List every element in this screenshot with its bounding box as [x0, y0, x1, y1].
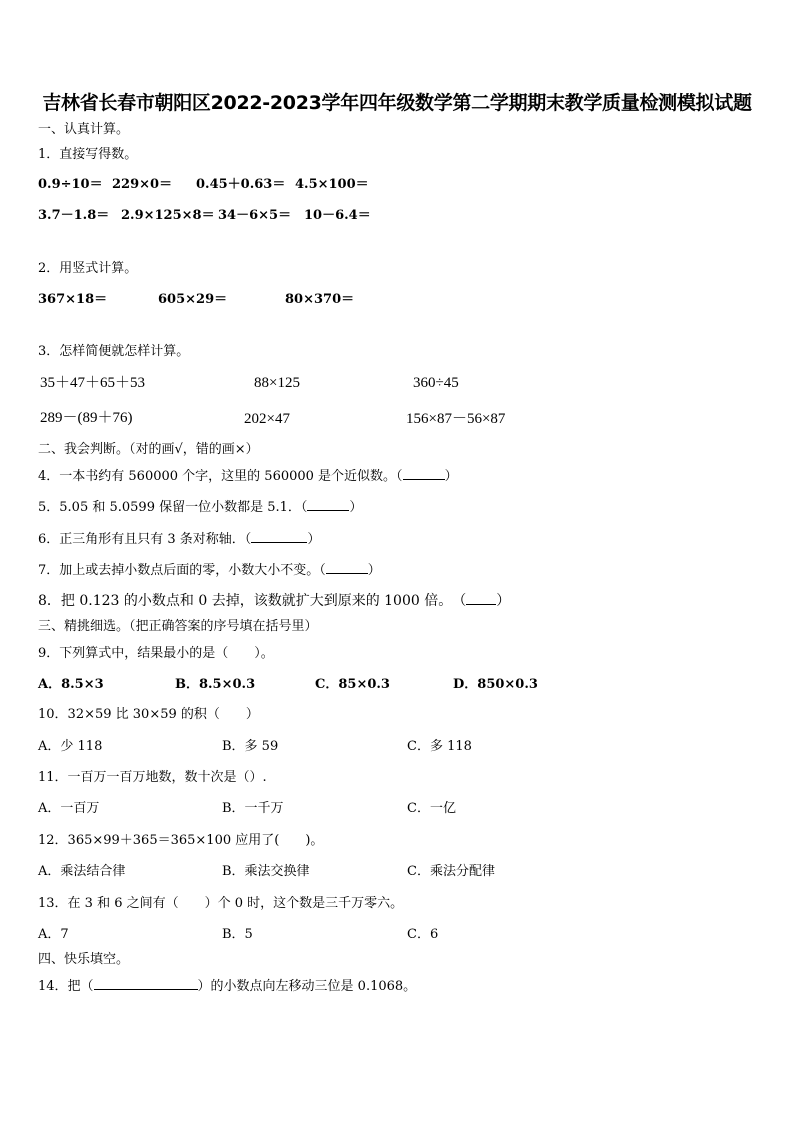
q1-item: 0.9÷10＝ [38, 177, 103, 192]
question-7-close: ） [367, 563, 381, 578]
section-heading-3: 三、精挑细选。（把正确答案的序号填在括号里） [38, 619, 318, 634]
question-13-stem: 13．在 3 和 6 之间有（ ）个 0 时，这个数是三千万零六。 [38, 896, 404, 911]
question-1-label: 1．直接写得数。 [38, 147, 138, 162]
question-8-close: ） [496, 593, 511, 609]
section-heading-4: 四、快乐填空。 [38, 952, 130, 967]
question-8 [38, 592, 510, 610]
q9-option-d: D．850×0.3 [453, 677, 538, 692]
question-6 [38, 530, 320, 549]
q10-option-c: C．多 118 [407, 739, 472, 754]
section-heading-2: 二、我会判断。（对的画√，错的画×） [38, 442, 259, 457]
q13-option-c: C．6 [407, 927, 439, 942]
q11-option-a: A．一百万 [38, 801, 100, 816]
question-4-text: 4．一本书约有 560000 个字，这里的 560000 是个近似数。（ [38, 469, 403, 484]
question-5-text: 5．5.05 和 5.0599 保留一位小数都是 5.1．（ [38, 500, 308, 515]
q12-option-c: C．乘法分配律 [407, 864, 495, 879]
question-4-close: ） [444, 469, 458, 484]
q2-item: 367×18＝ [38, 292, 108, 307]
question-7 [38, 561, 381, 580]
q1-item: 34－6×5＝ [218, 208, 292, 223]
answer-blank[interactable] [326, 561, 368, 574]
q12-option-b: B．乘法交换律 [222, 864, 310, 879]
q13-option-b: B．5 [222, 927, 253, 942]
q3-expression: 202×47 [244, 411, 290, 427]
question-3-label: 3．怎样简便就怎样计算。 [38, 344, 190, 359]
question-11-stem: 11．一百万一百万地数，数十次是（）. [38, 770, 267, 785]
q9-option-c: C．85×0.3 [315, 677, 390, 692]
question-4 [38, 467, 458, 486]
question-9-stem: 9．下列算式中，结果最小的是（ ）。 [38, 646, 274, 661]
q3-expression: 360÷45 [413, 375, 459, 391]
q3-expression: 289－(89＋76) [40, 410, 133, 426]
q12-option-a: A．乘法结合律 [38, 864, 126, 879]
question-6-text: 6．正三角形有且只有 3 条对称轴．（ [38, 532, 252, 547]
answer-blank[interactable] [94, 977, 198, 990]
q2-item: 80×370＝ [285, 292, 355, 307]
q1-item: 2.9×125×8＝ [121, 208, 215, 223]
question-7-text: 7．加上或去掉小数点后面的零，小数大小不变。（ [38, 563, 326, 578]
q1-item: 4.5×100＝ [295, 177, 369, 192]
answer-blank[interactable] [466, 592, 496, 605]
q3-expression: 35＋47＋65＋53 [40, 375, 146, 391]
q1-item: 3.7－1.8＝ [38, 208, 110, 223]
answer-blank[interactable] [251, 530, 307, 543]
question-10-stem: 10．32×59 比 30×59 的积（ ） [38, 707, 259, 722]
q9-option-b: B．8.5×0.3 [175, 677, 256, 692]
question-5-close: ） [349, 500, 363, 515]
page-title: 吉林省长春市朝阳区2022-2023学年四年级数学第二学期期末教学质量检测模拟试题 [42, 92, 752, 114]
answer-blank[interactable] [403, 467, 445, 480]
question-14 [38, 977, 416, 996]
q1-item: 10－6.4＝ [304, 208, 371, 223]
question-14-tail: ）的小数点向左移动三位是 0.1068。 [197, 979, 417, 994]
q1-item: 0.45＋0.63＝ [196, 177, 286, 192]
q9-option-a: A．8.5×3 [38, 677, 104, 692]
q1-item: 229×0＝ [112, 177, 173, 192]
question-5 [38, 498, 362, 517]
question-2-label: 2．用竖式计算。 [38, 261, 138, 276]
q3-expression: 88×125 [254, 375, 300, 391]
question-6-close: ） [307, 532, 321, 547]
q13-option-a: A．7 [38, 927, 69, 942]
q10-option-b: B．多 59 [222, 739, 279, 754]
q3-expression: 156×87－56×87 [406, 411, 506, 427]
question-14-text: 14．把（ [38, 979, 94, 994]
q11-option-b: B．一千万 [222, 801, 284, 816]
q2-item: 605×29＝ [158, 292, 228, 307]
question-12-stem: 12．365×99＋365＝365×100 应用了( )。 [38, 833, 324, 848]
section-heading-1: 一、认真计算。 [38, 122, 130, 137]
answer-blank[interactable] [307, 498, 349, 511]
question-8-text: 8．把 0.123 的小数点和 0 去掉，该数就扩大到原来的 1000 倍。 （ [38, 593, 467, 609]
q11-option-c: C．一亿 [407, 801, 456, 816]
q10-option-a: A．少 118 [38, 739, 103, 754]
